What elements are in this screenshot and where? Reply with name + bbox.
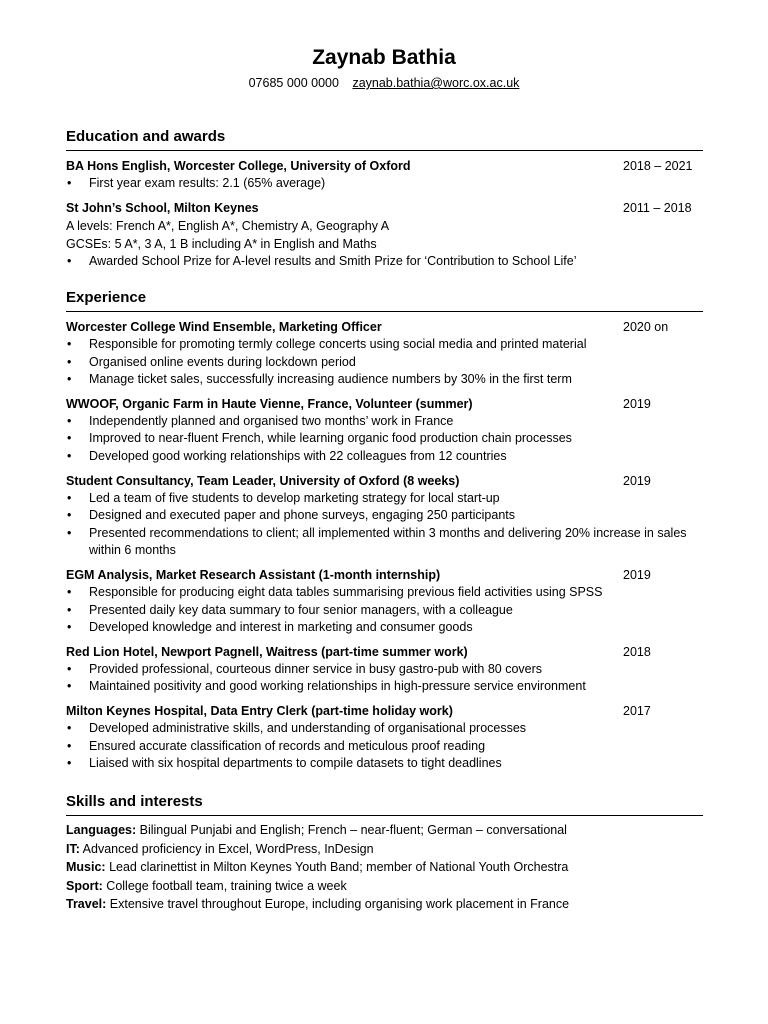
entry-title: BA Hons English, Worcester College, University of Oxford	[66, 159, 411, 173]
entry-detail-line: GCSEs: 5 A*, 3 A, 1 B including A* in English and Maths	[66, 236, 377, 251]
bullet-item: • Liaised with six hospital departments to compile datasets to tight deadlines	[66, 755, 703, 773]
skill-value: Bilingual Punjabi and English; French – near-fluent; German – conversational	[136, 823, 567, 837]
section-divider	[66, 150, 703, 151]
education-section	[66, 127, 703, 270]
skill-row	[66, 840, 703, 859]
entry-title: Worcester College Wind Ensemble, Marketing Officer	[66, 320, 382, 334]
email-link[interactable]: zaynab.bathia@worc.ox.ac.uk	[352, 76, 520, 90]
section-title-experience: Experience	[66, 289, 147, 306]
bullet-item: • Responsible for producing eight data tables summarising previous field activities using SPSS	[66, 584, 703, 602]
entry-heading	[66, 566, 703, 584]
skill-label: IT:	[66, 841, 80, 856]
bullet-list	[66, 413, 703, 466]
skill-label: Sport:	[66, 878, 103, 893]
skill-value: College football team, training twice a week	[102, 878, 347, 893]
bullet-list	[66, 175, 703, 193]
entry-item	[66, 566, 703, 637]
entry-heading	[66, 472, 703, 490]
entry-date: 2017	[623, 703, 651, 718]
skill-value: Lead clarinettist in Milton Keynes Youth Band; member of National Youth Orchestra	[105, 860, 569, 875]
bullet-item: • Developed good working relationships with 22 colleagues from 12 countries	[66, 448, 703, 466]
entry-item	[66, 702, 703, 773]
bullet-list	[66, 336, 703, 389]
section-title-skills: Skills and interests	[66, 793, 203, 810]
bullet-item: • Designed and executed paper and phone surveys, engaging 250 participants	[66, 507, 703, 525]
bullet-list	[66, 253, 703, 271]
bullet-item: • Led a team of five students to develop marketing strategy for local start-up	[66, 490, 703, 508]
bullet-list	[66, 720, 703, 773]
entry-heading	[66, 643, 703, 661]
bullet-item: • Responsible for promoting termly college concerts using social media and printed material	[66, 336, 703, 354]
skill-row	[66, 821, 703, 840]
entry-title: Milton Keynes Hospital, Data Entry Clerk (part-time holiday work)	[66, 703, 453, 718]
entry-date: 2018 – 2021	[623, 159, 693, 173]
entry-title: WWOOF, Organic Farm in Haute Vienne, France, Volunteer (summer)	[66, 396, 473, 411]
skill-label: Languages:	[66, 823, 137, 837]
entry-heading	[66, 702, 703, 720]
bullet-item: • Independently planned and organised two months’ work in France	[66, 413, 703, 431]
skill-label: Music:	[66, 860, 106, 875]
bullet-item: • Presented daily key data summary to four senior managers, with a colleague	[66, 602, 703, 620]
bullet-item: • Developed knowledge and interest in marketing and consumer goods	[66, 619, 703, 637]
skill-value: Advanced proficiency in Excel, WordPress, InDesign	[79, 841, 374, 856]
bullet-list	[66, 490, 703, 560]
section-divider	[66, 311, 703, 312]
entry-title: EGM Analysis, Market Research Assistant (1-month internship)	[66, 567, 441, 582]
entry-heading	[66, 157, 703, 175]
bullet-item: • Developed administrative skills, and understanding of organisational processes	[66, 720, 703, 738]
experience-section	[66, 288, 703, 773]
entry-heading	[66, 318, 703, 336]
skill-value: Extensive travel throughout Europe, including organising work placement in France	[106, 897, 570, 912]
entry-item	[66, 318, 703, 389]
entry-item	[66, 643, 703, 696]
entry-item	[66, 472, 703, 560]
education-entries	[66, 157, 703, 270]
entry-date: 2020 on	[623, 320, 669, 334]
skills-list	[66, 821, 703, 914]
skill-row	[66, 877, 703, 896]
bullet-item: • Awarded School Prize for A-level results and Smith Prize for ‘Contribution to School Life’	[66, 253, 703, 271]
skill-row	[66, 895, 703, 914]
entry-date: 2019	[623, 473, 651, 488]
bullet-item: • Ensured accurate classification of records and meticulous proof reading	[66, 738, 703, 756]
entry-title: St John’s School, Milton Keynes	[66, 200, 259, 215]
entry-date: 2019	[623, 396, 651, 411]
bullet-list	[66, 661, 703, 696]
section-title-education: Education and awards	[66, 128, 226, 145]
bullet-item: • Organised online events during lockdown period	[66, 354, 703, 372]
bullet-item: • Improved to near-fluent French, while learning organic food production chain processes	[66, 430, 703, 448]
experience-entries	[66, 318, 703, 773]
entry-date: 2018	[623, 644, 651, 659]
skill-label: Travel:	[66, 897, 107, 912]
entry-heading	[66, 395, 703, 413]
bullet-item: • Maintained positivity and good working relationships in high-pressure service environment	[66, 678, 703, 696]
bullet-list	[66, 584, 703, 637]
section-divider	[66, 815, 703, 816]
bullet-item: • Presented recommendations to client; all implemented within 3 months and delivering 20% increase in sales within 6 months	[66, 525, 703, 560]
entry-title: Red Lion Hotel, Newport Pagnell, Waitress (part-time summer work)	[66, 644, 468, 659]
bullet-item: • Provided professional, courteous dinner service in busy gastro-pub with 80 covers	[66, 661, 703, 679]
entry-detail-line: A levels: French A*, English A*, Chemistry A, Geography A	[66, 218, 390, 233]
entry-item	[66, 199, 703, 271]
contact-line	[0, 75, 768, 91]
entry-date: 2019	[623, 567, 651, 582]
skills-section	[66, 792, 703, 914]
entry-item	[66, 395, 703, 466]
entry-title: Student Consultancy, Team Leader, University of Oxford (8 weeks)	[66, 473, 460, 488]
candidate-name: Zaynab Bathia	[312, 46, 456, 69]
entry-date: 2011 – 2018	[623, 200, 692, 215]
entry-heading	[66, 199, 703, 217]
skill-row	[66, 858, 703, 877]
phone-number: 07685 000 0000	[248, 76, 339, 90]
bullet-item: • First year exam results: 2.1 (65% average)	[66, 175, 703, 193]
bullet-item: • Manage ticket sales, successfully increasing audience numbers by 30% in the first term	[66, 371, 703, 389]
entry-item	[66, 157, 703, 193]
